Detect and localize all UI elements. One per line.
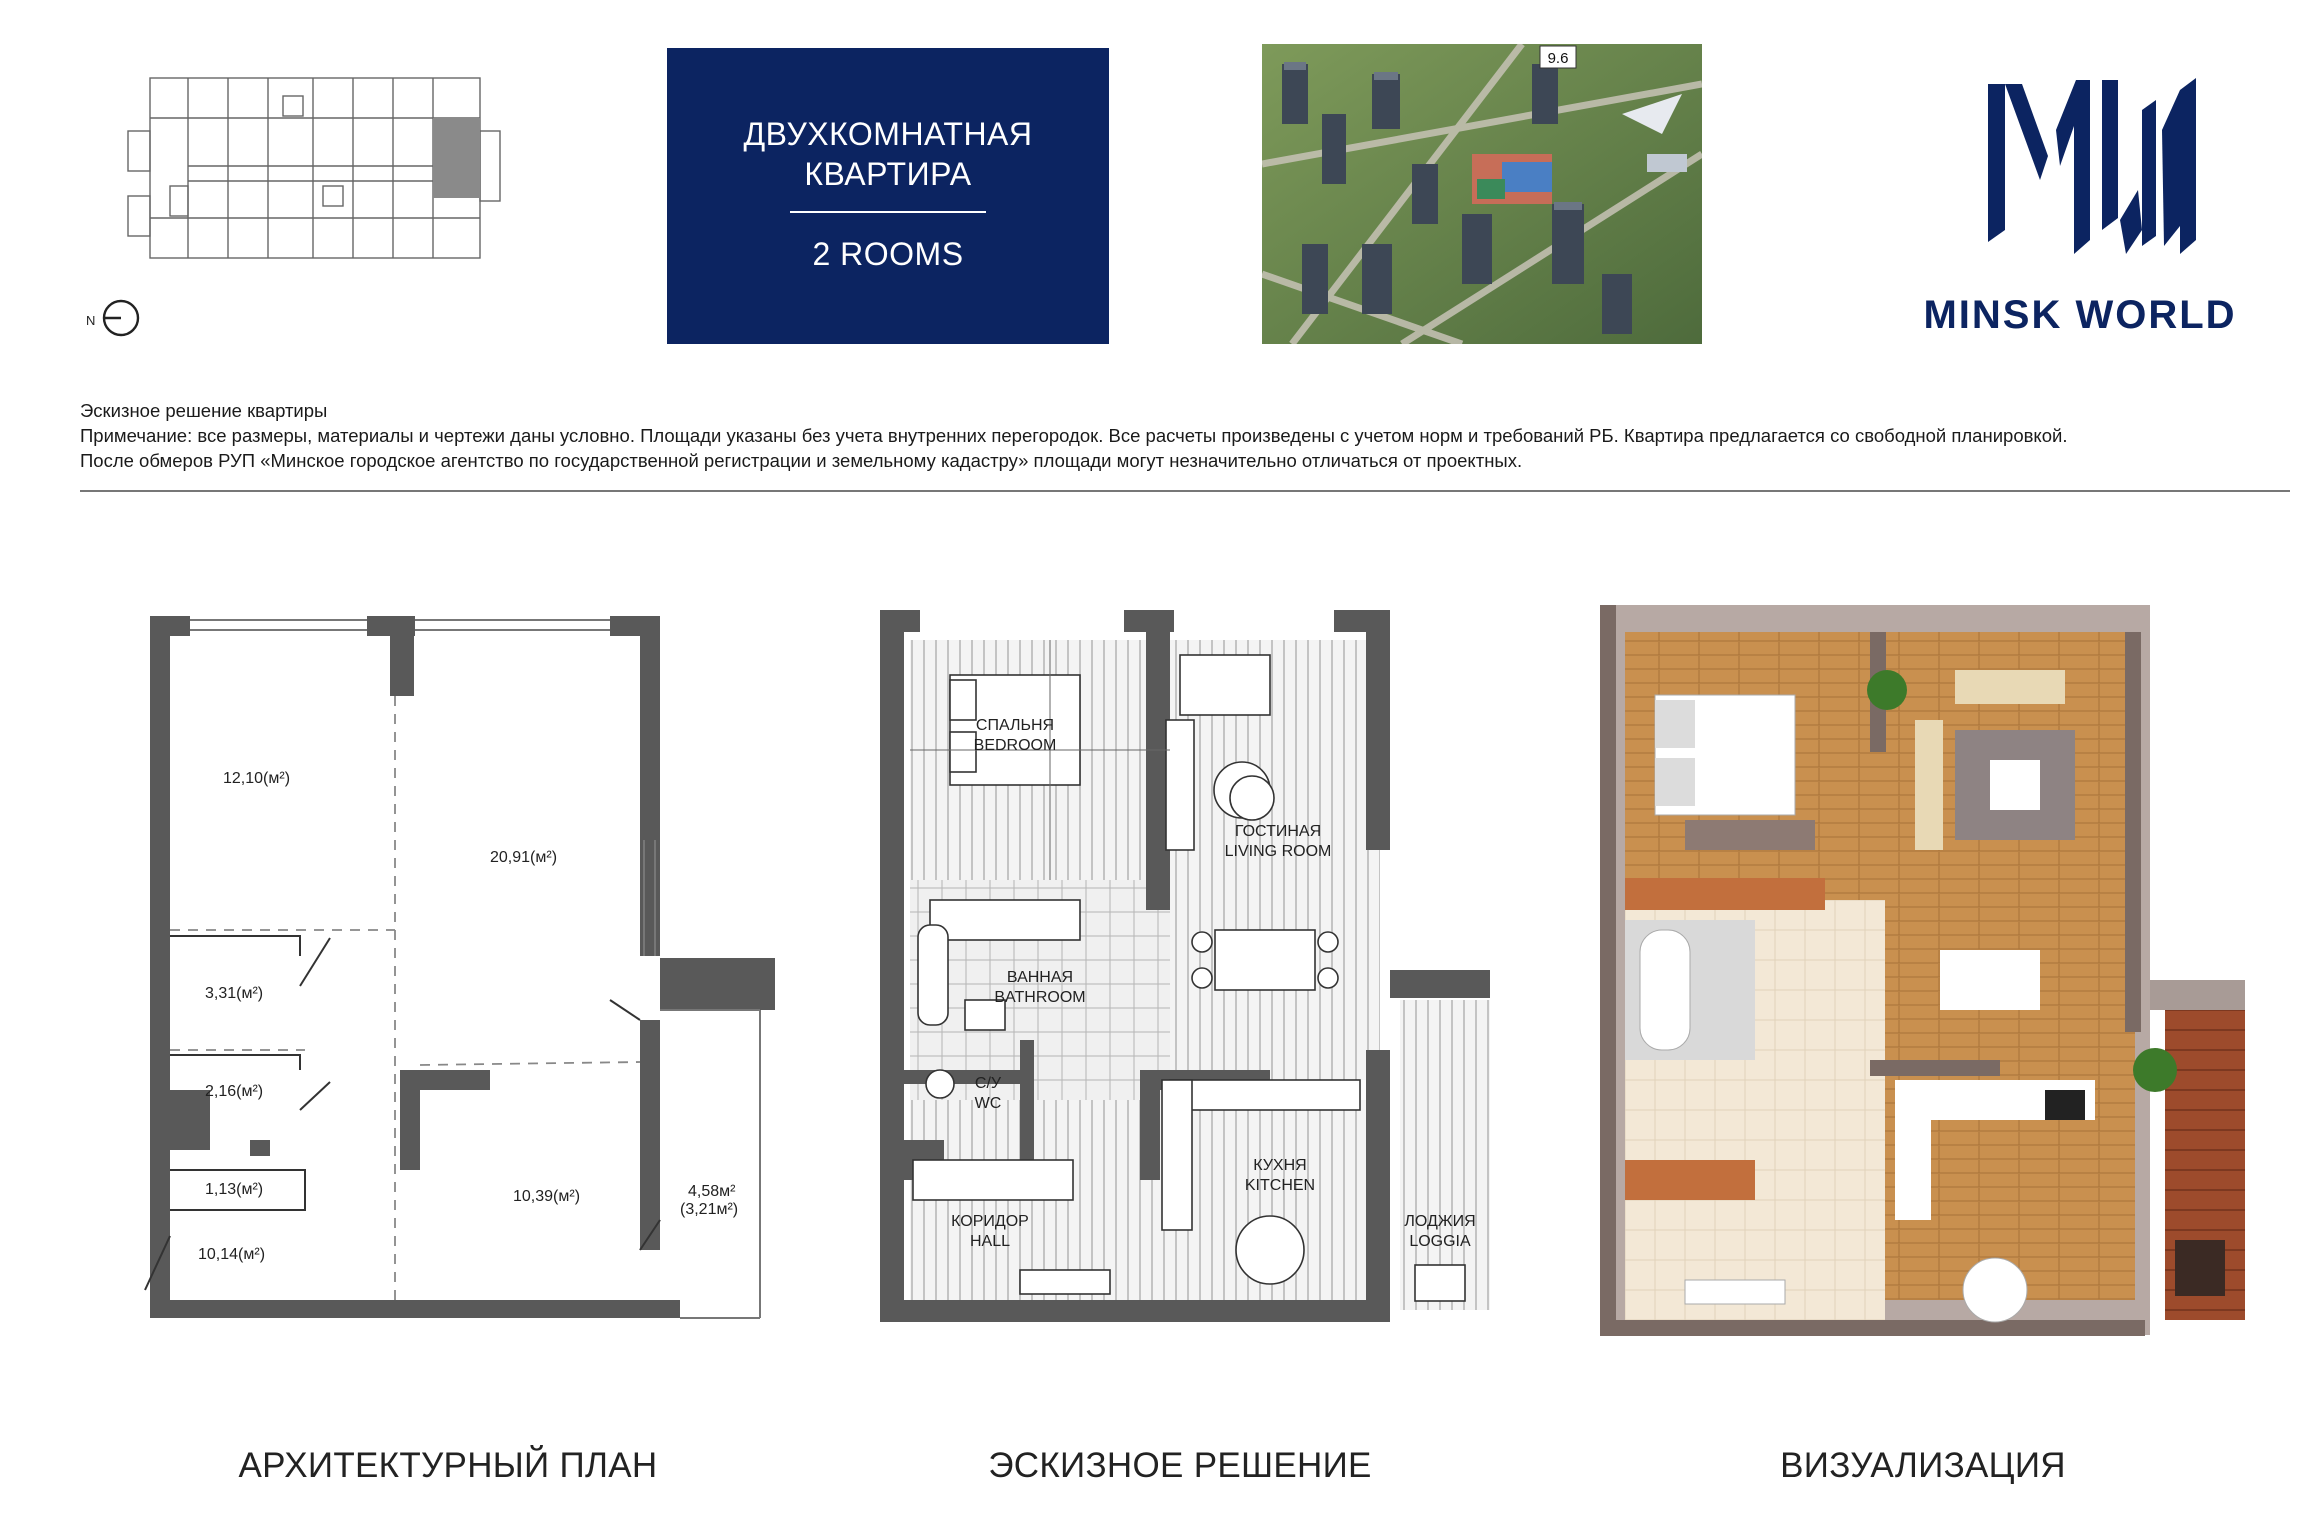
- area-bedroom: 12,10(м²): [223, 770, 291, 787]
- compass-label: N: [86, 313, 96, 328]
- area-loggia-reduced: (3,21м²): [680, 1201, 739, 1218]
- label-bedroom-ru: СПАЛЬНЯ: [975, 717, 1055, 734]
- aerial-building-marker: 9.6: [1547, 50, 1569, 67]
- notes-line-2: После обмеров РУП «Минское городское агентство по государственной регистрации и земельному кадастру» площади могут незначительно отличаться от проектных.: [80, 450, 1523, 471]
- label-kitchen-en: KITCHEN: [1244, 1177, 1316, 1194]
- label-loggia-en: LOGGIA: [1409, 1233, 1471, 1250]
- visualization-render: [1595, 600, 2245, 1340]
- label-bathroom-ru: ВАННАЯ: [1006, 969, 1074, 986]
- caption-architectural-plan: АРХИТЕКТУРНЫЙ ПЛАН: [238, 1446, 658, 1485]
- area-wc: 2,16(м²): [205, 1083, 264, 1100]
- area-hall: 10,14(м²): [198, 1246, 266, 1263]
- brand-name: MINSK WORLD: [1923, 293, 2237, 337]
- area-loggia: 4,58м²: [688, 1183, 736, 1200]
- label-wc-en: WC: [974, 1095, 1002, 1112]
- label-hall-en: HALL: [969, 1233, 1011, 1250]
- caption-visualization: ВИЗУАЛИЗАЦИЯ: [1780, 1446, 2066, 1485]
- notes-title: Эскизное решение квартиры: [80, 400, 328, 421]
- apartment-type-card: [667, 48, 1109, 344]
- building-key-plan: [78, 36, 518, 346]
- area-living: 20,91(м²): [490, 849, 558, 866]
- area-bathroom: 3,31(м²): [205, 985, 264, 1002]
- notes-line-1: Примечание: все размеры, материалы и чертежи даны условно. Площади указаны без учета внутренних перегородок. Все расчеты произведены с учетом норм и требований РБ. Квартира предлагается со свободной планировкой.: [80, 425, 2068, 446]
- card-title-en: 2 ROOMS: [812, 236, 964, 272]
- label-hall-ru: КОРИДОР: [951, 1213, 1029, 1230]
- area-kitchen: 10,39(м²): [513, 1188, 581, 1205]
- disclaimer-notes: [80, 398, 2290, 473]
- label-wc-ru: С/У: [974, 1075, 1002, 1092]
- aerial-render-image: [1262, 44, 1702, 344]
- minsk-world-logo: [1880, 70, 2280, 350]
- label-loggia-ru: ЛОДЖИЯ: [1404, 1213, 1476, 1230]
- label-bathroom-en: BATHROOM: [994, 989, 1086, 1006]
- notes-divider: [80, 490, 2290, 492]
- area-closet: 1,13(м²): [205, 1181, 264, 1198]
- label-bedroom-en: BEDROOM: [973, 737, 1057, 754]
- label-kitchen-ru: КУХНЯ: [1253, 1157, 1307, 1174]
- card-divider: [790, 211, 986, 213]
- label-living-ru: ГОСТИНАЯ: [1234, 823, 1322, 840]
- architectural-plan: [130, 600, 790, 1340]
- caption-sketch-plan: ЭСКИЗНОЕ РЕШЕНИЕ: [988, 1446, 1372, 1485]
- card-title-ru: ДВУХКОМНАТНАЯ КВАРТИРА: [743, 116, 1033, 192]
- sketch-plan: [870, 600, 1520, 1340]
- label-living-en: LIVING ROOM: [1224, 843, 1332, 860]
